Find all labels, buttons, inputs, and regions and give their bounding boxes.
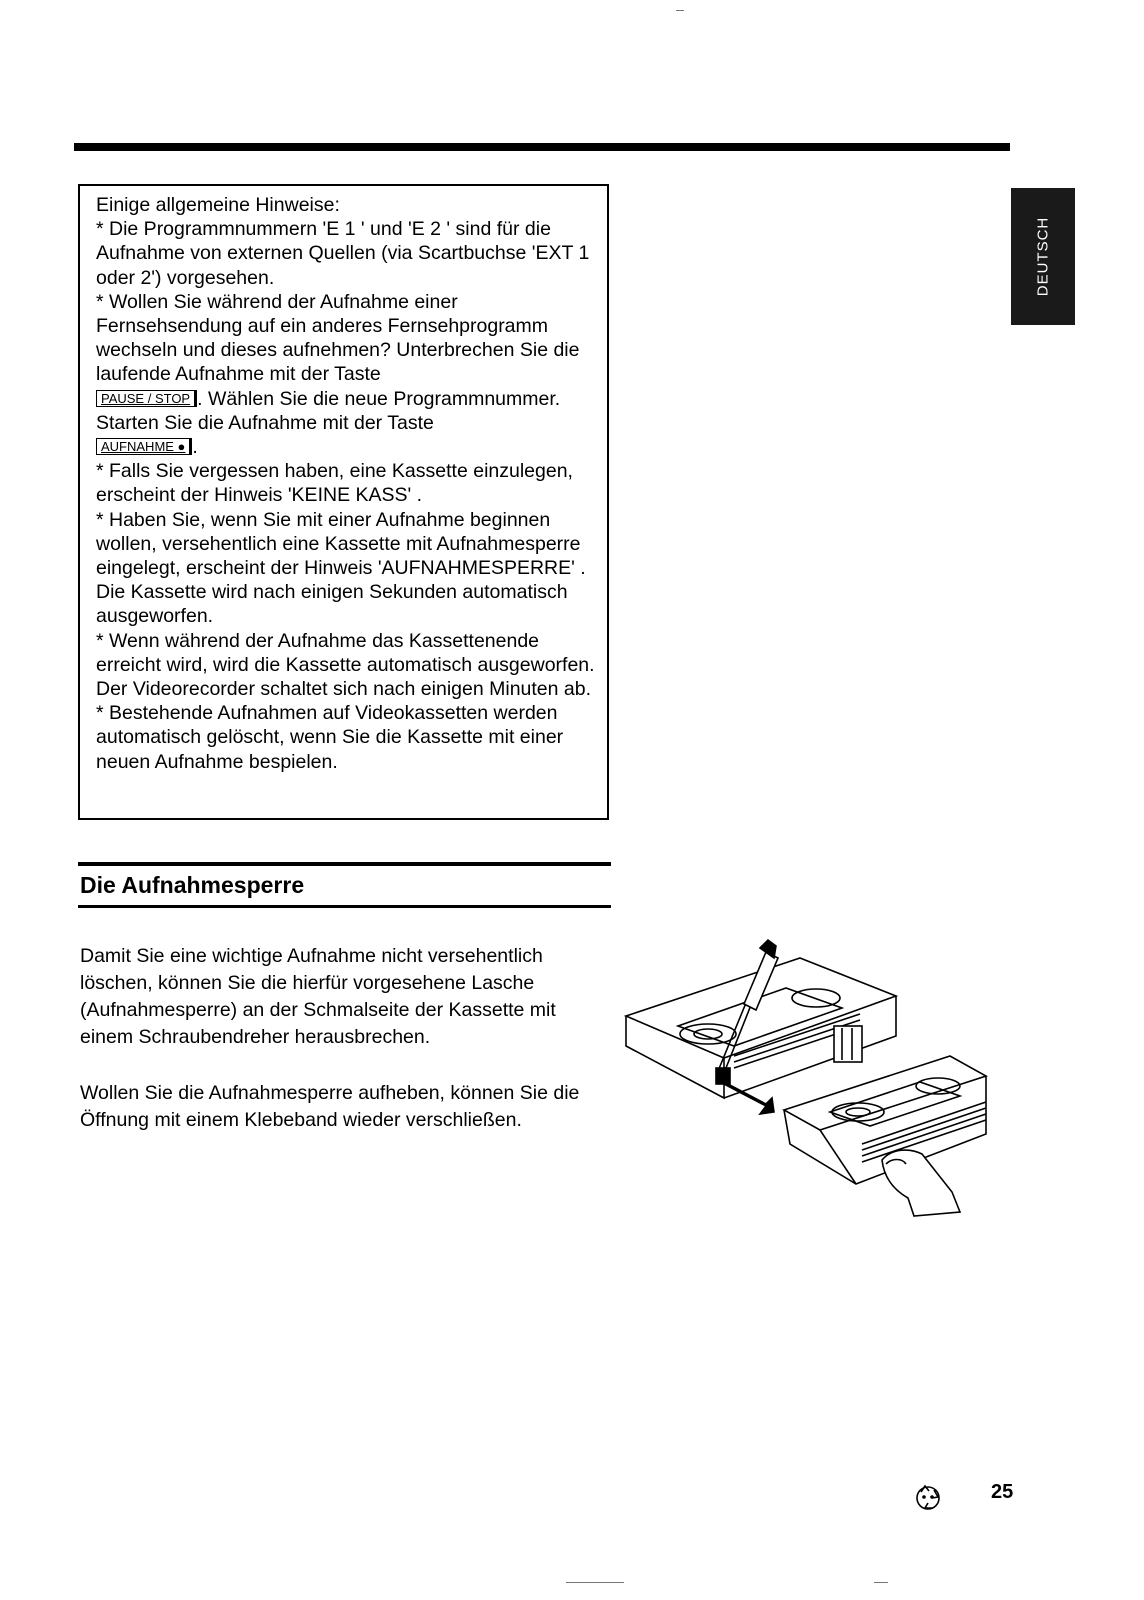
note-item: * Die Programmnummern 'E 1 ' und 'E 2 ' sind für die Aufnahme von externen Quellen (via Scartbuchse 'EXT 1 oder 2') vorgesehen.: [96, 218, 590, 289]
section-paragraph: Damit Sie eine wichtige Aufnahme nicht versehentlich löschen, können Sie die hierfür vorgesehene Lasche (Aufnahmesperre) an der Schmalseite der Kassette mit einem Schraubendreher herausbrechen.: [80, 945, 556, 1048]
note-item: * Wenn während der Aufnahme das Kassettenende erreicht wird, wird die Kassette automatisch ausgeworfen. Der Videorecorder schaltet sich nach einigen Minuten ab.: [96, 629, 595, 701]
note-item: * Haben Sie, wenn Sie mit einer Aufnahme beginnen wollen, versehentlich eine Kassette mit Aufnahmesperre eingelegt, erscheint der Hinweis 'AUFNAHMESPERRE' .: [96, 508, 586, 580]
note-item: * Falls Sie vergessen haben, eine Kassette einzulegen, erscheint der Hinweis 'KEINE KASS' .: [96, 460, 573, 507]
note-item: * Bestehende Aufnahmen auf Videokassetten werden automatisch gelöscht, wenn Sie die Kassette mit einer neuen Aufnahme bespielen.: [96, 702, 564, 773]
note-text: . Wählen Sie die neue Programmnummer. Starten Sie die Aufnahme mit der Taste: [96, 387, 561, 434]
note-item: [96, 290, 599, 459]
notes-heading: Einige allgemeine Hinweise:: [96, 194, 340, 216]
language-tab-label: DEUTSCH: [1034, 216, 1052, 297]
arrow: [724, 1082, 774, 1114]
scan-artifact: [676, 10, 684, 11]
section-title: Die Aufnahmesperre: [80, 872, 305, 898]
note-item: Die Kassette wird nach einigen Sekunden automatisch ausgeworfen.: [96, 581, 568, 628]
language-tab: [1011, 188, 1075, 325]
cassette-illustration: [620, 938, 990, 1218]
section-rule: [78, 862, 611, 866]
notes-box: [78, 184, 609, 820]
scan-artifact: [566, 1582, 624, 1583]
section-rule: [78, 905, 611, 908]
record-key: AUFNAHME ●: [96, 438, 192, 455]
note-text: .: [192, 436, 198, 459]
scan-artifact: [874, 1582, 888, 1583]
top-rule: [74, 143, 1010, 151]
note-text: * Wollen Sie während der Aufnahme einer Fernsehsendung auf ein anderes Fernsehprogramm wechseln und dieses aufnehmen? Unterbrechen Sie die laufende Aufnahme mit der Taste: [96, 290, 580, 386]
recycle-icon: [912, 1480, 944, 1514]
section-paragraph: Wollen Sie die Aufnahmesperre aufheben, können Sie die Öffnung mit einem Klebeband wieder verschließen.: [80, 1082, 580, 1131]
page-number: 25: [991, 1481, 1014, 1503]
pause-stop-key: PAUSE / STOP: [96, 390, 197, 407]
